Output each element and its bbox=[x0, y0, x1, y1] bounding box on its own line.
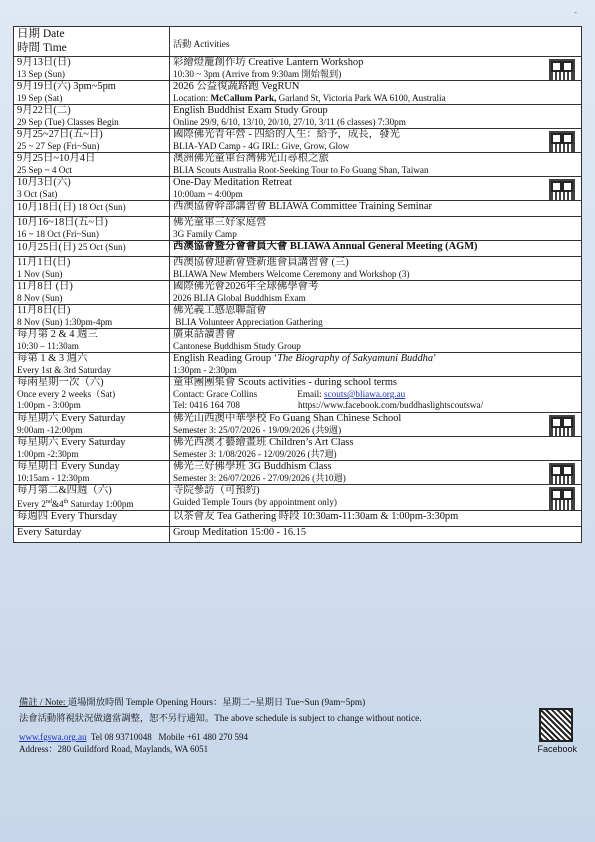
time-text: 1:00pm - 3:00pm bbox=[17, 400, 81, 410]
page-corner-mark: - bbox=[574, 8, 577, 17]
date-primary-text: 11月1日(日) bbox=[17, 257, 71, 268]
scouts-facebook-url[interactable]: https://www.facebook.com/buddhaslightscoutswa/ bbox=[297, 400, 484, 410]
date-line bbox=[17, 177, 166, 189]
table-row bbox=[14, 177, 582, 201]
date-primary-text: 9月22日(二) bbox=[17, 105, 71, 116]
activities-header-label: 活動 Activities bbox=[173, 39, 230, 49]
date-primary-text: 9月25~27日(五~日) bbox=[17, 129, 103, 140]
date-secondary-text: 19 Sep (Sat) bbox=[17, 93, 63, 103]
date-line bbox=[17, 461, 166, 473]
date-cell bbox=[14, 485, 170, 511]
date-secondary-text: 9:00am -12:00pm bbox=[17, 425, 83, 435]
date-secondary-text: 13 Sep (Sun) bbox=[17, 69, 65, 79]
date-secondary-text: 10:30 – 11:30am bbox=[17, 341, 79, 351]
date-line bbox=[17, 105, 166, 117]
date-part: Every 2 bbox=[17, 499, 46, 510]
date-primary-text: 11月8日 (日) bbox=[17, 281, 73, 292]
activity-cell bbox=[170, 281, 582, 305]
activity-detail: 2026 BLIA Global Buddhism Exam bbox=[173, 293, 306, 303]
date-cell bbox=[14, 241, 170, 257]
activity-cell bbox=[170, 105, 582, 129]
title-part: ’ bbox=[433, 353, 437, 364]
table-row bbox=[14, 461, 582, 485]
activity-cell bbox=[170, 57, 582, 81]
activity-title: 童軍團團集會 Scouts activities - during school terms bbox=[173, 377, 397, 388]
activity-title: 以茶會友 Tea Gathering 時段 10:30am-11:30am & 1:00pm-3:30pm bbox=[173, 511, 459, 523]
activity-title: One-Day Meditation Retreat bbox=[173, 177, 292, 188]
activity-title: 彩繪燈籠創作坊 Creative Lantern Workshop bbox=[173, 57, 364, 68]
date-english-text: 25 Oct (Sun) bbox=[75, 242, 126, 252]
date-primary-text: 每星期六 Every Saturday bbox=[17, 437, 126, 448]
contact-name: Contact: Grace Collins bbox=[173, 389, 258, 399]
website-link[interactable]: www.fgswa.org.au bbox=[19, 732, 87, 742]
date-primary-text: 每月第二&四週（六) bbox=[17, 485, 112, 496]
date-secondary-text: 1:00pm -2:30pm bbox=[17, 449, 79, 459]
table-row bbox=[14, 217, 582, 241]
date-primary-text: 9月19日(六) 3pm~5pm bbox=[17, 81, 116, 92]
activity-detail: 10:00am ~ 4:00pm bbox=[173, 189, 243, 199]
note-label: 備註 / Note: bbox=[19, 698, 68, 708]
date-cell bbox=[14, 57, 170, 81]
date-cell bbox=[14, 105, 170, 129]
date-line bbox=[17, 257, 166, 269]
table-header-row bbox=[14, 27, 582, 57]
date-primary-text: 每第 1 & 3 週六 bbox=[17, 353, 88, 364]
activity-detail: BLIA-YAD Camp - 4G IRL: Give, Grow, Glow bbox=[173, 141, 350, 151]
phone-numbers-text: Tel 08 93710048 Mobile +61 480 270 594 bbox=[86, 732, 249, 742]
date-secondary-text: Once every 2 weeks（Sat) bbox=[17, 389, 116, 399]
table-row bbox=[14, 241, 582, 257]
date-secondary-text: 8 Nov (Sun) 1:30pm-4pm bbox=[17, 317, 113, 327]
date-secondary-text: 8 Nov (Sun) bbox=[17, 293, 63, 303]
activity-cell bbox=[170, 241, 582, 257]
table-row bbox=[14, 305, 582, 329]
date-cell bbox=[14, 177, 170, 201]
activity-title: 佛光西澳才藝繪畫班 Children’s Art Class bbox=[173, 437, 354, 448]
table-row bbox=[14, 527, 582, 543]
activity-title: 2026 公益復蔬路跑 VegRUN bbox=[173, 81, 300, 92]
date-secondary-text: 10:15am - 12:30pm bbox=[17, 473, 90, 483]
date-primary-text: 10月16~18日(五~日) bbox=[17, 217, 108, 228]
activity-cell bbox=[170, 217, 582, 241]
date-cell bbox=[14, 153, 170, 177]
activity-detail: Cantonese Buddhism Study Group bbox=[173, 341, 301, 351]
activity-title: 廣東話讀書會 bbox=[173, 329, 236, 340]
activity-cell bbox=[170, 377, 582, 413]
date-primary-text: 10月3日(六) bbox=[17, 177, 71, 188]
date-cell bbox=[14, 413, 170, 437]
activity-title: 國際佛光會2026年全球佛學會考 bbox=[173, 281, 319, 292]
date-cell bbox=[14, 353, 170, 377]
date-secondary-text: 25 Sep ~ 4 Oct bbox=[17, 165, 72, 175]
date-header-cell bbox=[14, 27, 170, 57]
table-row bbox=[14, 81, 582, 105]
activity-cell bbox=[170, 485, 582, 511]
activity-detail: Online 29/9, 6/10, 13/10, 20/10, 27/10, 3/11 (6 classes) 7:30pm bbox=[173, 117, 406, 127]
date-line bbox=[17, 241, 166, 254]
date-primary-text: 10月18日(日) bbox=[17, 202, 76, 213]
schedule-disclaimer-text: 法會活動將視狀況做適當調整，恕不另行通知。The above schedule is subject to change without notice. bbox=[19, 714, 422, 724]
date-primary-text: 每星期日 Every Sunday bbox=[17, 461, 120, 472]
activity-cell bbox=[170, 329, 582, 353]
date-primary-text: 9月25日~10月4日 bbox=[17, 153, 96, 164]
date-line bbox=[17, 281, 166, 293]
date-primary-text: 每星期六 Every Saturday bbox=[17, 413, 126, 424]
date-cell bbox=[14, 377, 170, 413]
location-bold: McCallum Park, bbox=[210, 93, 277, 103]
table-row bbox=[14, 129, 582, 153]
table-row bbox=[14, 281, 582, 305]
activity-detail: Guided Temple Tours (by appointment only) bbox=[173, 497, 337, 507]
activity-cell bbox=[170, 153, 582, 177]
date-header-label: 日期 Date bbox=[17, 28, 65, 40]
date-primary-text: 10月25日(日) bbox=[17, 242, 76, 253]
title-part: English Reading Group ‘ bbox=[173, 353, 278, 364]
date-primary-text: 每兩星期一次（六) bbox=[17, 377, 104, 388]
date-part: Saturday 1:00pm bbox=[68, 499, 134, 510]
date-primary-text: 9月13日(日) bbox=[17, 57, 71, 68]
schedule-table bbox=[13, 26, 582, 543]
activity-title: 佛光山西澳中華學校 Fo Guang Shan Chinese School bbox=[173, 413, 402, 424]
date-line bbox=[17, 377, 166, 389]
activity-detail: BLIAWA New Members Welcome Ceremony and Workshop (3) bbox=[173, 269, 410, 279]
activity-cell bbox=[170, 305, 582, 329]
activity-cell bbox=[170, 201, 582, 217]
table-row bbox=[14, 153, 582, 177]
time-header-label: 時間 Time bbox=[17, 42, 67, 54]
date-line bbox=[17, 437, 166, 449]
activity-title: 國際佛光青年營 - 四給的人生：給予，成長，發光 bbox=[173, 129, 400, 140]
table-row bbox=[14, 485, 582, 511]
date-line bbox=[17, 129, 166, 141]
date-cell bbox=[14, 461, 170, 485]
date-secondary-text: 25 ~ 27 Sep (Fri~Sun) bbox=[17, 141, 100, 151]
date-cell bbox=[14, 527, 170, 543]
date-line bbox=[17, 153, 166, 165]
location-part: Garland St, Victoria Park WA 6100, Australia bbox=[276, 93, 446, 103]
activity-cell bbox=[170, 129, 582, 153]
table-row bbox=[14, 353, 582, 377]
activity-location bbox=[173, 93, 578, 104]
date-cell bbox=[14, 201, 170, 217]
date-secondary-text: 1 Nov (Sun) bbox=[17, 269, 63, 279]
activity-title: 佛光義工感恩聯誼會 bbox=[173, 305, 267, 316]
qr-code-icon bbox=[549, 59, 575, 81]
table-row bbox=[14, 377, 582, 413]
activity-detail: 10:30 ~ 3pm (Arrive from 9:30am 開始報到) bbox=[173, 69, 342, 79]
email-label: Email: bbox=[297, 389, 324, 399]
date-cell bbox=[14, 511, 170, 527]
date-line bbox=[17, 353, 166, 365]
date-secondary-text: 3 Oct (Sat) bbox=[17, 189, 58, 199]
table-row bbox=[14, 329, 582, 353]
date-part: &4 bbox=[51, 499, 64, 510]
date-primary-text: 11月8日(日) bbox=[17, 305, 71, 316]
activity-title: 佛光童軍三好家庭營 bbox=[173, 217, 267, 228]
date-cell bbox=[14, 305, 170, 329]
date-secondary-text bbox=[17, 497, 166, 510]
table-row bbox=[14, 257, 582, 281]
location-part: Location: bbox=[173, 93, 211, 103]
qr-code-icon bbox=[549, 463, 575, 485]
date-secondary-text: 29 Sep (Tue) Classes Begin bbox=[17, 117, 119, 127]
activities-header-cell bbox=[170, 27, 582, 57]
facebook-qr-code-icon bbox=[539, 708, 573, 742]
qr-code-icon bbox=[549, 415, 575, 437]
table-row bbox=[14, 57, 582, 81]
activity-detail: BLIA Scouts Australia Root-Seeking Tour to Fo Guang Shan, Taiwan bbox=[173, 165, 429, 175]
activity-title: English Buddhist Exam Study Group bbox=[173, 105, 328, 116]
date-cell bbox=[14, 329, 170, 353]
schedule-sheet bbox=[13, 26, 581, 543]
date-english-text: 18 Oct (Sun) bbox=[75, 202, 126, 212]
facebook-label: Facebook bbox=[537, 744, 577, 754]
temple-hours-text: 道場開放時間 Temple Opening Hours：星期二~星期日 Tue~Sun (9am~5pm) bbox=[67, 698, 366, 708]
date-line bbox=[17, 527, 166, 539]
activity-detail: 3G Family Camp bbox=[173, 229, 237, 239]
date-line bbox=[17, 329, 166, 341]
activity-cell bbox=[170, 511, 582, 527]
activity-title bbox=[173, 241, 578, 253]
activity-detail: Semester 3: 26/07/2026 - 27/09/2026 (共10週) bbox=[173, 473, 346, 483]
date-cell bbox=[14, 257, 170, 281]
activity-cell bbox=[170, 461, 582, 485]
date-superscript: th bbox=[63, 499, 69, 505]
address-line bbox=[19, 743, 579, 755]
date-line bbox=[17, 217, 166, 229]
date-line bbox=[17, 201, 166, 214]
table-row bbox=[14, 413, 582, 437]
activity-cell bbox=[170, 353, 582, 377]
qr-code-icon bbox=[549, 131, 575, 153]
date-secondary-text: Every 1st & 3rd Saturday bbox=[17, 365, 111, 375]
activity-title: 西澳協會迎新會暨新進會員講習會 (三) bbox=[173, 257, 349, 268]
activity-title: 寺院參訪（可預約) bbox=[173, 485, 260, 496]
date-cell bbox=[14, 437, 170, 461]
note-line-1 bbox=[19, 697, 579, 709]
date-secondary-text: 16 ~ 18 Oct (Fri~Sun) bbox=[17, 229, 99, 239]
activity-cell bbox=[170, 81, 582, 105]
scouts-contact-line bbox=[173, 389, 578, 400]
activity-title: 佛光三好佛學班 3G Buddhism Class bbox=[173, 461, 332, 472]
date-line bbox=[17, 485, 166, 497]
qr-code-icon bbox=[549, 487, 575, 511]
date-cell bbox=[14, 217, 170, 241]
activity-title: 西澳協會幹部講習會 BLIAWA Committee Training Seminar bbox=[173, 201, 432, 212]
activity-detail: 1:30pm - 2:30pm bbox=[173, 365, 237, 375]
activity-title: Group Meditation 15:00 - 16.15 bbox=[173, 527, 307, 539]
scouts-phone: Tel: 0416 164 708 bbox=[173, 400, 240, 410]
activity-title bbox=[173, 353, 578, 365]
activity-cell bbox=[170, 413, 582, 437]
date-cell bbox=[14, 281, 170, 305]
date-superscript: nd bbox=[45, 499, 52, 505]
activity-title: 澳洲佛光童軍台灣佛光山尋根之旅 bbox=[173, 153, 329, 164]
address-text: Address：280 Guildford Road, Maylands, WA 6051 bbox=[19, 744, 209, 754]
date-cell bbox=[14, 81, 170, 105]
scouts-phone-line bbox=[173, 400, 578, 411]
activity-detail: Semester 3: 25/07/2026 - 19/09/2026 (共9週) bbox=[173, 425, 342, 435]
qr-code-icon bbox=[549, 179, 575, 201]
table-row bbox=[14, 105, 582, 129]
table-row bbox=[14, 437, 582, 461]
activity-cell bbox=[170, 437, 582, 461]
activity-cell bbox=[170, 257, 582, 281]
contact-line bbox=[19, 731, 579, 743]
date-primary-text: Every Saturday bbox=[17, 527, 82, 539]
scouts-email-link[interactable]: scouts@bliawa.org.au bbox=[324, 389, 406, 399]
activity-detail: BLIA Volunteer Appreciation Gathering bbox=[173, 317, 323, 327]
date-line bbox=[17, 81, 166, 93]
date-line bbox=[17, 413, 166, 425]
table-row bbox=[14, 511, 582, 527]
activity-title-bold: 西澳協會暨分會會員大會 BLIAWA Annual General Meeting (AGM) bbox=[173, 241, 478, 252]
date-line bbox=[17, 511, 166, 523]
title-italic: The Biography of Sakyamuni Buddha bbox=[277, 353, 434, 364]
activity-cell bbox=[170, 527, 582, 543]
activity-detail: Semester 3: 1/08/2026 - 12/09/2026 (共7週) bbox=[173, 449, 337, 459]
table-row bbox=[14, 201, 582, 217]
date-primary-text: 每月第 2 & 4 週三 bbox=[17, 329, 98, 340]
date-cell bbox=[14, 129, 170, 153]
date-primary-text: 每週四 Every Thursday bbox=[17, 511, 118, 523]
date-line bbox=[17, 57, 166, 69]
note-line-2 bbox=[19, 713, 579, 725]
date-line bbox=[17, 305, 166, 317]
activity-cell bbox=[170, 177, 582, 201]
